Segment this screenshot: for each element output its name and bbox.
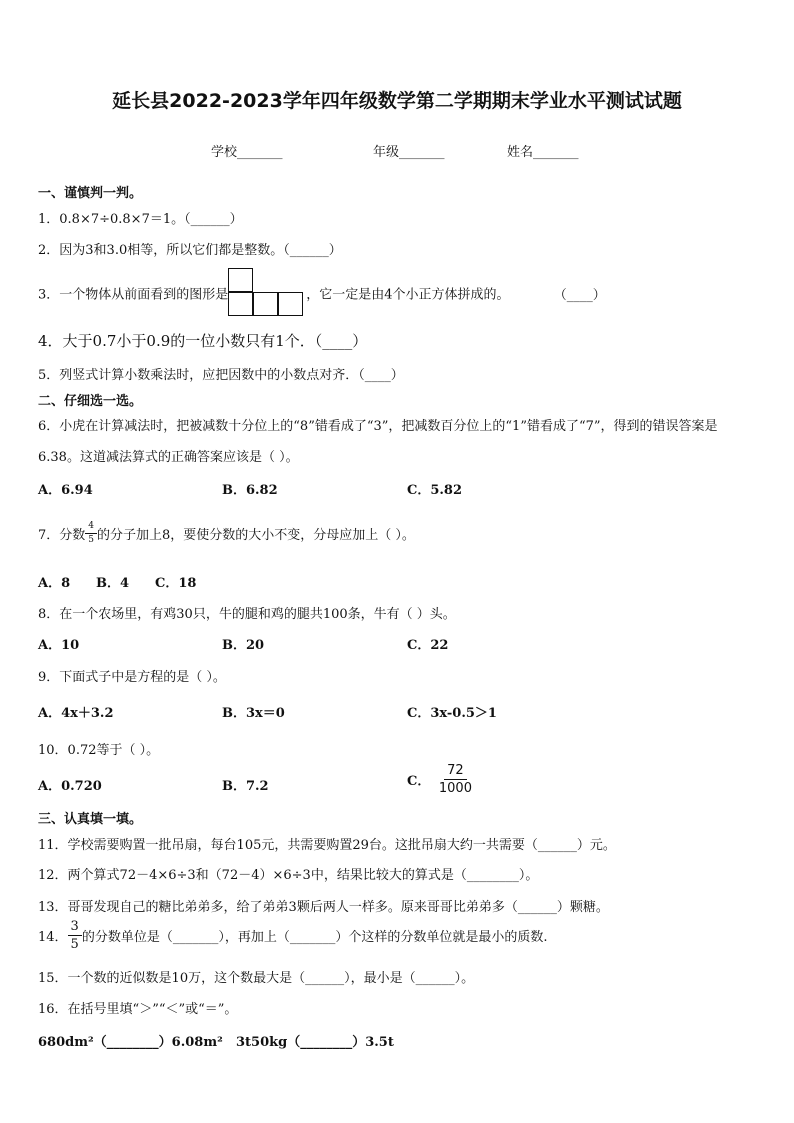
grade-field: 年级_______ — [373, 145, 445, 160]
q9-option-a: A．4x＋3.2 — [38, 706, 114, 721]
question-3 — [38, 268, 606, 318]
question-1: 1．0.8×7÷0.8×7＝1。（______） — [38, 212, 243, 227]
question-11: 11．学校需要购置一批吊扇，每台105元，共需要购置29台。这批吊扇大约一共需要（______）元。 — [38, 838, 616, 853]
question-10: 10．0.72等于（ ）。 — [38, 743, 160, 758]
fraction-denominator: 5 — [70, 937, 79, 952]
q7-option-c: C．18 — [155, 576, 197, 591]
question-9: 9．下面式子中是方程的是（ ）。 — [38, 670, 226, 685]
figure-cell — [278, 292, 303, 316]
question-14-number: 14． — [38, 930, 68, 945]
q10-option-a: A．0.720 — [38, 779, 102, 794]
fraction-72-over-1000 — [439, 764, 472, 795]
q7-option-b: B．4 — [96, 576, 130, 591]
question-15: 15．一个数的近似数是10万，这个数最大是（______），最小是（______）。 — [38, 971, 475, 986]
fraction-three-fifths — [68, 920, 82, 951]
question-8: 8．在一个农场里，有鸡30只，牛的腿和鸡的腿共100条，牛有（ ）头。 — [38, 607, 456, 622]
question-6-line-1: 6．小虎在计算减法时，把被减数十分位上的“8”错看成了“3”，把减数百分位上的“1”错看成了“7”，得到的错误答案是 — [38, 419, 718, 434]
question-3-text-after: ，它一定是由4个小正方体拼成的。 — [306, 287, 510, 303]
section-heading-1: 一、谨慎判一判。 — [38, 186, 143, 201]
question-16: 16．在括号里填“＞”“＜”或“＝”。 — [38, 1002, 238, 1017]
school-field: 学校_______ — [211, 145, 283, 160]
q6-option-a: A．6.94 — [38, 483, 93, 498]
figure-cell — [228, 292, 253, 316]
q6-option-b: B．6.82 — [222, 483, 278, 498]
section-heading-2: 二、仔细选一选。 — [38, 394, 143, 409]
fraction-denominator: 1000 — [438, 781, 472, 796]
q10-option-c-label: C． — [407, 774, 431, 789]
q10-option-c — [407, 764, 472, 795]
q6-option-c: C．5.82 — [407, 483, 463, 498]
fraction-numerator: 3 — [68, 920, 82, 936]
question-7-text-before: 7．分数 — [38, 528, 86, 543]
question-7-text-after: 的分子加上8，要使分数的大小不变，分母应加上（ ）。 — [97, 528, 415, 543]
section-heading-3: 三、认真填一填。 — [38, 812, 143, 827]
question-12: 12．两个算式72－4×6÷3和（72－4）×6÷3中，结果比较大的算式是（________）。 — [38, 868, 539, 883]
question-4: 4．大于0.7小于0.9的一位小数只有1个．（____） — [38, 332, 368, 350]
q8-option-c: C．22 — [407, 638, 449, 653]
front-view-figure — [228, 268, 306, 318]
question-7 — [38, 522, 415, 545]
fraction-numerator: 72 — [444, 764, 467, 780]
fraction-numerator: 4 — [85, 522, 97, 534]
q9-option-b: B．3x＝0 — [222, 706, 285, 721]
question-5: 5．列竖式计算小数乘法时，应把因数中的小数点对齐．（____） — [38, 368, 404, 383]
q9-option-c: C．3x-0.5＞1 — [407, 706, 497, 721]
question-14 — [38, 920, 547, 951]
question-2: 2．因为3和3.0相等，所以它们都是整数。（______） — [38, 243, 342, 258]
q8-option-a: A．10 — [38, 638, 80, 653]
question-14-text-after: 的分数单位是（_______），再加上（_______）个这样的分数单位就是最小的质数. — [81, 930, 548, 945]
name-field: 姓名_______ — [507, 145, 579, 160]
question-13: 13．哥哥发现自己的糖比弟弟多，给了弟弟3颗后两人一样多。原来哥哥比弟弟多（______）颗糖。 — [38, 900, 609, 915]
q7-option-a: A．8 — [38, 576, 71, 591]
q10-option-b: B．7.2 — [222, 779, 269, 794]
q16-item-1: 680dm²（________）6.08m² — [38, 1035, 223, 1050]
figure-cell — [253, 292, 278, 316]
question-3-paren: （____） — [553, 287, 606, 303]
question-3-text-before: 3．一个物体从前面看到的图形是 — [38, 287, 229, 303]
page-title: 延长县2022-2023学年四年级数学第二学期期末学业水平测试试题 — [112, 90, 682, 112]
question-6-line-2: 6.38。这道减法算式的正确答案应该是（ ）。 — [38, 450, 299, 465]
figure-cell — [228, 268, 253, 292]
q16-item-2: 3t50kg（________）3.5t — [236, 1035, 394, 1050]
q8-option-b: B．20 — [222, 638, 265, 653]
fraction-denominator: 5 — [88, 535, 95, 545]
fraction-four-fifths — [85, 522, 97, 545]
